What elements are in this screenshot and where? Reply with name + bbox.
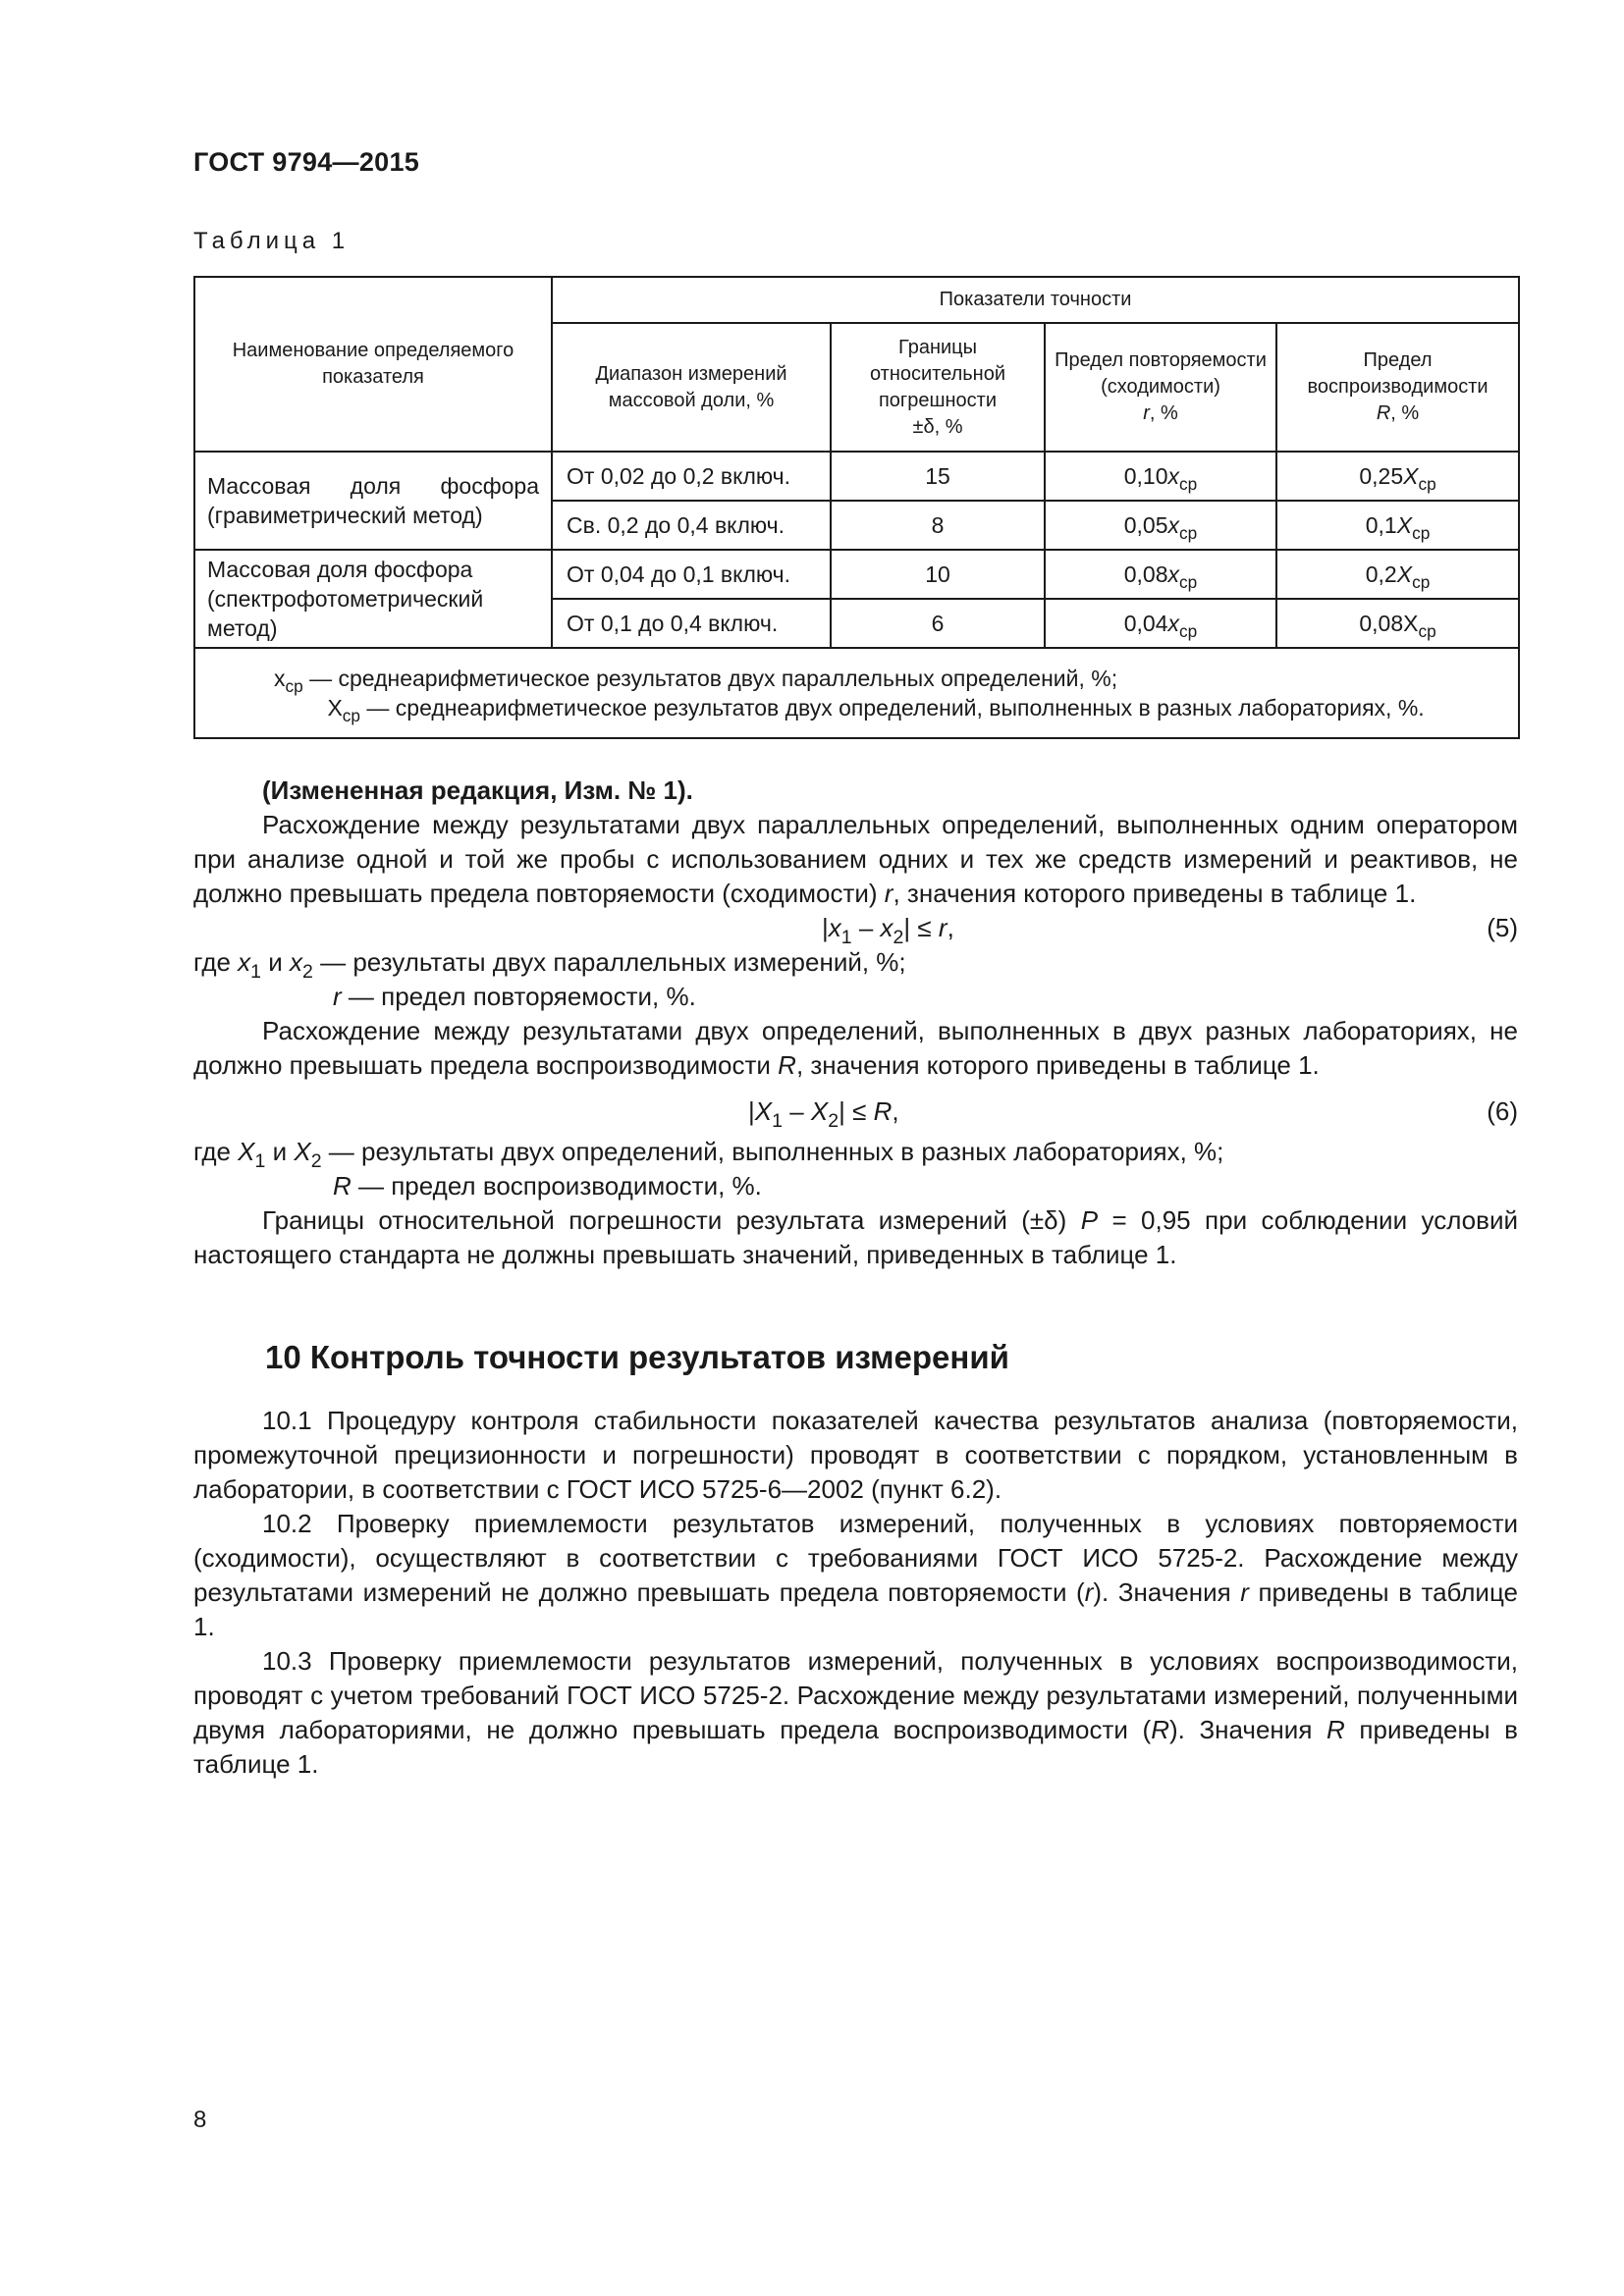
eq5-minus: – — [851, 913, 881, 942]
header-R-label: Предел воспроизводимости — [1307, 349, 1489, 398]
eq6-x2: X — [810, 1096, 829, 1126]
section-10-body — [193, 1404, 1518, 1782]
R-symbol: X — [1396, 561, 1413, 587]
r-coef: 0,04 — [1123, 610, 1168, 636]
cell-delta: 10 — [831, 550, 1045, 599]
c102-symbol-1: r — [1084, 1577, 1094, 1607]
document-id-header: ГОСТ 9794—2015 — [193, 147, 420, 177]
cell-r — [1045, 599, 1276, 648]
where-6-line-2 — [193, 1169, 1518, 1203]
eq5-x2: x — [880, 913, 893, 942]
header-repeatability — [1045, 323, 1276, 452]
where-6-line-1 — [193, 1135, 1518, 1172]
cell-R — [1276, 501, 1519, 550]
eq6-end: , — [892, 1096, 899, 1126]
w6-x1: X — [238, 1137, 255, 1166]
cell-r — [1045, 452, 1276, 501]
note-1-subscript: ср — [285, 676, 303, 697]
paragraph-reproducibility — [193, 1014, 1518, 1083]
p1-symbol: r — [884, 879, 893, 908]
cell-r — [1045, 501, 1276, 550]
w6-text: — результаты двух определений, выполненных в разных лабораториях, %; — [321, 1137, 1224, 1166]
header-r-symbol: r — [1143, 402, 1150, 424]
cell-r — [1045, 550, 1276, 599]
note-1-text: — среднеарифметическое результатов двух параллельных определений, %; — [302, 666, 1118, 691]
c102-text-c: приведены в таблице 1. — [193, 1577, 1519, 1641]
header-R-symbol: R — [1376, 402, 1391, 424]
header-delta — [831, 323, 1045, 452]
p1-text-a: Расхождение между результатами двух параллельных определений, выполненных одним оператором при анализе одной и той же пробы с использованием одних и тех же средств измерений и реактивов, не должно превышать предела повторяемости (сходимости) — [193, 810, 1518, 908]
w6b-symbol: R — [333, 1171, 352, 1201]
cell-R — [1276, 599, 1519, 648]
paragraph-repeatability — [193, 808, 1518, 911]
table-notes-row — [194, 648, 1519, 738]
clause-10-2 — [193, 1507, 1518, 1644]
cell-range: От 0,1 до 0,4 включ. — [552, 599, 831, 648]
header-delta-label: Границы относительной погрешности — [869, 336, 1005, 411]
eq5-open: | — [822, 913, 829, 942]
w5-i2: 2 — [302, 960, 313, 983]
eq6-i2: 2 — [828, 1109, 839, 1132]
cell-range: От 0,04 до 0,1 включ. — [552, 550, 831, 599]
w6b-text: — предел воспроизводимости, %. — [351, 1171, 762, 1201]
cell-delta: 6 — [831, 599, 1045, 648]
eq5-x1: x — [828, 913, 841, 942]
indicator-spectrophotometric: Массовая доля фосфора (спектрофотометрический метод) — [194, 550, 552, 648]
page-number: 8 — [193, 2107, 207, 2133]
R-symbol: X — [1403, 462, 1419, 489]
equation-6 — [193, 1095, 1518, 1132]
cell-R — [1276, 452, 1519, 501]
c102-text-a: 10.2 Проверку приемлемости результатов измерений, полученных в условиях повторяемости (сходимости), осуществляют в соответствии с требованиями ГОСТ ИСО 5725-2. Расхождение между результатами измерений не должно превышать предела повторяемости ( — [193, 1509, 1518, 1607]
w5-and: и — [261, 947, 291, 977]
eq6-close: | ≤ — [839, 1096, 874, 1126]
cell-range: Св. 0,2 до 0,4 включ. — [552, 501, 831, 550]
w5-x2: x — [290, 947, 303, 977]
r-symbol: x — [1167, 462, 1180, 489]
note-1 — [274, 664, 1512, 697]
p2-symbol: R — [778, 1050, 796, 1080]
R-subscript: ср — [1412, 571, 1431, 592]
r-coef: 0,05 — [1123, 511, 1168, 538]
c102-symbol-2: r — [1240, 1577, 1249, 1607]
r-symbol: x — [1167, 511, 1180, 538]
amendment-note: (Измененная редакция, Изм. № 1). — [262, 775, 693, 805]
equation-5-number: (5) — [1487, 913, 1518, 942]
cell-R — [1276, 550, 1519, 599]
note-2 — [274, 693, 1512, 726]
p3-text-b: = 0,95 при соблюдении условий настоящего стандарта не должны превышать значений, приведенных в таблице 1. — [193, 1205, 1518, 1269]
table-notes — [194, 648, 1519, 738]
header-range: Диапазон измерений массовой доли, % — [552, 323, 831, 452]
header-reproducibility — [1276, 323, 1519, 452]
cell-range: От 0,02 до 0,2 включ. — [552, 452, 831, 501]
r-coef: 0,08 — [1123, 561, 1168, 587]
p2-text-b: , значения которого приведены в таблице 1. — [795, 1050, 1320, 1080]
w5-i1: 1 — [250, 960, 262, 983]
r-symbol: x — [1167, 610, 1180, 636]
note-2-text: — среднеарифметическое результатов двух определений, выполненных в разных лабораториях, %. — [360, 695, 1425, 721]
w6-i2: 2 — [310, 1149, 322, 1172]
equation-5-formula — [822, 911, 954, 948]
eq6-x1: X — [754, 1096, 773, 1126]
header-r-unit: , % — [1149, 402, 1178, 424]
cell-delta: 15 — [831, 452, 1045, 501]
eq5-close: | ≤ — [903, 913, 939, 942]
header-delta-symbol: ±δ, % — [912, 415, 963, 438]
r-subscript: ср — [1179, 522, 1198, 543]
indicator-gravimetric: Массовая доля фосфора (гравиметрический метод) — [194, 452, 552, 550]
header-indicator-name: Наименование определяемого показателя — [194, 277, 552, 452]
where-5-line-2 — [193, 980, 1518, 1014]
w6-and: и — [265, 1137, 295, 1166]
w5-text: — результаты двух параллельных измерений, %; — [312, 947, 906, 977]
table-row — [194, 550, 1519, 599]
c103-text-b: ). Значения — [1168, 1715, 1327, 1744]
w6-i1: 1 — [254, 1149, 266, 1172]
w5b-text: — предел повторяемости, %. — [341, 982, 696, 1011]
R-coef: 0,25 — [1359, 462, 1404, 489]
equation-5 — [193, 911, 1518, 948]
c102-text-b: ). Значения — [1093, 1577, 1241, 1607]
accuracy-table — [193, 276, 1520, 739]
r-coef: 0,10 — [1123, 462, 1168, 489]
note-1-symbol: x — [274, 666, 286, 691]
eq6-i1: 1 — [772, 1109, 783, 1132]
body-after-table — [193, 774, 1518, 1272]
paragraph-error-bounds — [193, 1203, 1518, 1272]
eq6-minus: – — [782, 1096, 811, 1126]
R-subscript: ср — [1418, 620, 1436, 641]
p1-text-b: , значения которого приведены в таблице 1. — [893, 879, 1417, 908]
header-r-label: Предел повторяемости (сходимости) — [1055, 349, 1267, 398]
r-subscript: ср — [1179, 571, 1198, 592]
c103-symbol-2: R — [1326, 1715, 1345, 1744]
w6-where: где — [193, 1137, 239, 1166]
header-R-unit: , % — [1390, 402, 1420, 424]
w5-x1: x — [238, 947, 251, 977]
R-symbol: X — [1396, 511, 1413, 538]
p3-text-a: Границы относительной погрешности результата измерений (±δ) — [262, 1205, 1081, 1235]
cell-delta: 8 — [831, 501, 1045, 550]
section-10-title: 10 Контроль точности результатов измерений — [265, 1339, 1009, 1375]
p2-text-a: Расхождение между результатами двух определений, выполненных в двух разных лабораториях, не должно превышать предела воспроизводимости — [193, 1016, 1518, 1080]
r-subscript: ср — [1179, 473, 1198, 494]
eq6-rhs: R — [873, 1096, 893, 1126]
r-symbol: x — [1167, 561, 1180, 587]
equation-6-number: (6) — [1487, 1096, 1518, 1126]
eq5-end: , — [947, 913, 954, 942]
R-coef: 0,1 — [1365, 511, 1397, 538]
eq5-i1: 1 — [840, 926, 852, 948]
R-coef: 0,08X — [1359, 610, 1419, 636]
R-subscript: ср — [1412, 522, 1431, 543]
w5b-symbol: r — [333, 982, 342, 1011]
p3-symbol: P — [1080, 1205, 1099, 1235]
equation-6-formula — [748, 1095, 899, 1132]
c103-symbol-1: R — [1151, 1715, 1169, 1744]
note-2-subscript: ср — [342, 706, 360, 726]
r-subscript: ср — [1179, 620, 1198, 641]
eq5-rhs: r — [938, 913, 947, 942]
eq6-open: | — [748, 1096, 755, 1126]
R-subscript: ср — [1418, 473, 1436, 494]
where-5-line-1 — [193, 945, 1518, 983]
c103-text-a: 10.3 Проверку приемлемости результатов измерений, полученных в условиях воспроизводимости, проводят с учетом требований ГОСТ ИСО 5725-2. Расхождение между результатами измерений, полученными двумя лабораториями, не должно превышать предела воспроизводимости ( — [193, 1646, 1518, 1744]
table-caption: Таблица 1 — [193, 228, 351, 254]
table-row — [194, 452, 1519, 501]
c103-text-c: приведены в таблице 1. — [193, 1715, 1518, 1779]
eq5-i2: 2 — [893, 926, 904, 948]
header-accuracy-group: Показатели точности — [552, 277, 1519, 323]
w6-x2: X — [294, 1137, 311, 1166]
clause-10-1: 10.1 Процедуру контроля стабильности показателей качества результатов анализа (повторяемости, промежуточной прецизионности и погрешности) проводят в соответствии с порядком, установленным в лаборатории, в соответствии с ГОСТ ИСО 5725-6—2002 (пункт 6.2). — [193, 1406, 1518, 1504]
clause-10-3 — [193, 1644, 1518, 1782]
R-coef: 0,2 — [1365, 561, 1397, 587]
w5-where: где — [193, 947, 239, 977]
note-2-symbol: X — [327, 695, 343, 721]
